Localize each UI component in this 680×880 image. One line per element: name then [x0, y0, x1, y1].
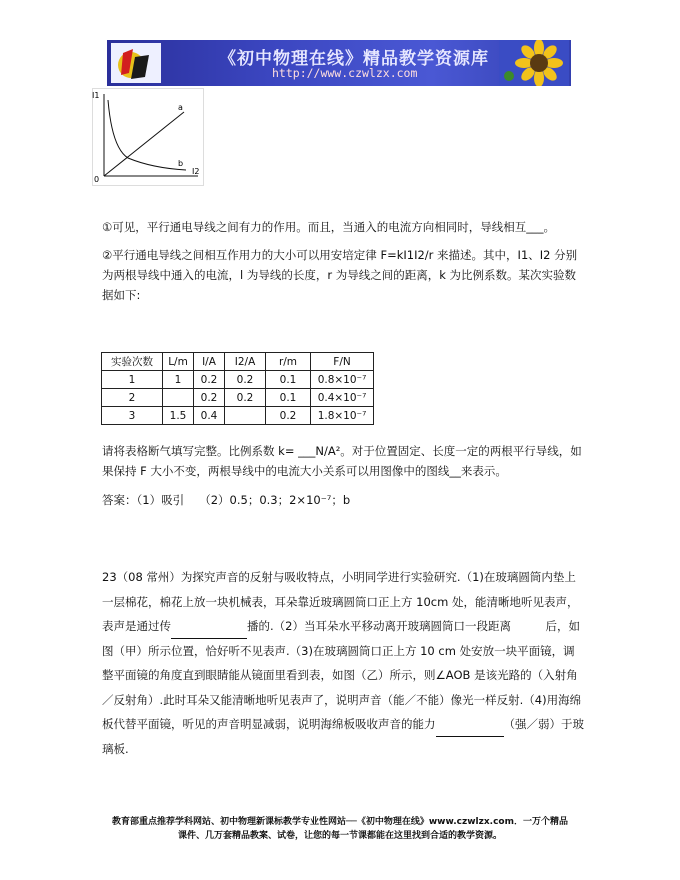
curve-a-label: a [178, 103, 183, 112]
answer-blank [436, 722, 504, 737]
site-banner [107, 40, 571, 86]
footer-line-1: 教育部重点推荐学科网站、初中物理新课标教学专业性网站──《初中物理在线》www.czwlzx.com．一万个精品 [112, 817, 568, 827]
table-cell: 0.2 [266, 407, 311, 425]
table-cell: 0.4×10⁻⁷ [311, 389, 374, 407]
table-cell: 0.1 [266, 389, 311, 407]
table-cell: 1.5 [163, 407, 194, 425]
page-footer [82, 815, 598, 843]
table-cell: 0.2 [225, 371, 266, 389]
table-cell: 0.2 [194, 389, 225, 407]
answer-line: 答案：（1）吸引 （2）0.5；0.3；2×10⁻⁷；b [102, 493, 351, 507]
curve-a [104, 112, 184, 176]
table-header: F/N [311, 353, 374, 371]
curve-b-label: b [178, 159, 184, 168]
table-header: I2/A [225, 353, 266, 371]
x-axis-label: I2 [192, 167, 200, 176]
question-part-3: 请将表格断气填写完整。比例系数 k= ___N/A²。对于位置固定、长度一定的两根平行导线，如果保持 F 大小不变，两根导线中的电流大小关系可以用图像中的图线__来表示。 [102, 444, 582, 478]
banner-url: http://www.czwlzx.com [272, 66, 418, 80]
table-cell: 0.1 [266, 371, 311, 389]
question-23-text-2: 播的.（2）当耳朵水平移动离开玻璃圆筒口一段距离 后，如图（甲）所示位置，恰好听不见表声.（3)在玻璃圆筒口正上方 10 cm 处安放一块平面镜，调整平面镜的角度直到眼睛能从镜面里看到表，如图（乙）所示，则∠AOB 是该光路的（入射角／反射角）.此时耳朵又能清晰地听见表声了，说明声音（能／不能）像光一样反射.（4)用海绵板代替平面镜，听见的声音明显减弱，说明海绵板吸收声音的能力 [102, 619, 582, 731]
question-23-text-1: 23（08 常州）为探究声音的反射与吸收特点，小明同学进行实验研究.（1)在玻璃圆筒内垫上一层棉花，棉花上放一块机械表，耳朵靠近玻璃圆筒口正上方 10cm 处，能清晰地听见表声，表声是通过传 [102, 570, 579, 633]
table-cell: 0.8×10⁻⁷ [311, 371, 374, 389]
table-cell: 0.2 [225, 389, 266, 407]
table-cell: 3 [102, 407, 163, 425]
footer-line-2: 课件、几万套精品教案、试卷，让您的每一节课都能在这里找到合适的教学资源。 [177, 831, 502, 841]
question-23 [102, 565, 584, 761]
banner-title: 《初中物理在线》精品教学资源库 [219, 49, 489, 69]
question-part-2: ②平行通电导线之间相互作用力的大小可以用安培定律 F=kI1I2/r 来描述。其中，I1、I2 分别为两根导线中通入的电流，l 为导线的长度，r 为导线之间的距离，k 为比例系数。某次实验数据如下: [102, 248, 578, 302]
experiment-data-table [101, 352, 374, 425]
curve-b [108, 100, 186, 170]
table-cell: 0.4 [194, 407, 225, 425]
table-cell: 0.2 [194, 371, 225, 389]
current-graph [92, 88, 204, 186]
table-header-row [102, 353, 374, 371]
table-cell [225, 407, 266, 425]
table-header: L/m [163, 353, 194, 371]
question-23-text-3: （强／弱）于玻璃板. [102, 717, 584, 756]
answer-blank [171, 624, 247, 639]
table-row [102, 407, 374, 425]
table-cell [163, 389, 194, 407]
table-row [102, 371, 374, 389]
table-header: I/A [194, 353, 225, 371]
table-cell: 1.8×10⁻⁷ [311, 407, 374, 425]
y-axis-label: I1 [92, 91, 100, 100]
sunflower-icon [499, 40, 569, 86]
table-cell: 1 [163, 371, 194, 389]
question-part-1: ①可见，平行通电导线之间有力的作用。而且，当通入的电流方向相同时，导线相互___。 [102, 220, 556, 234]
table-cell: 2 [102, 389, 163, 407]
table-cell: 1 [102, 371, 163, 389]
table-header: 实验次数 [102, 353, 163, 371]
origin-label: 0 [94, 175, 100, 184]
table-row [102, 389, 374, 407]
site-logo-icon [111, 43, 161, 83]
table-header: r/m [266, 353, 311, 371]
